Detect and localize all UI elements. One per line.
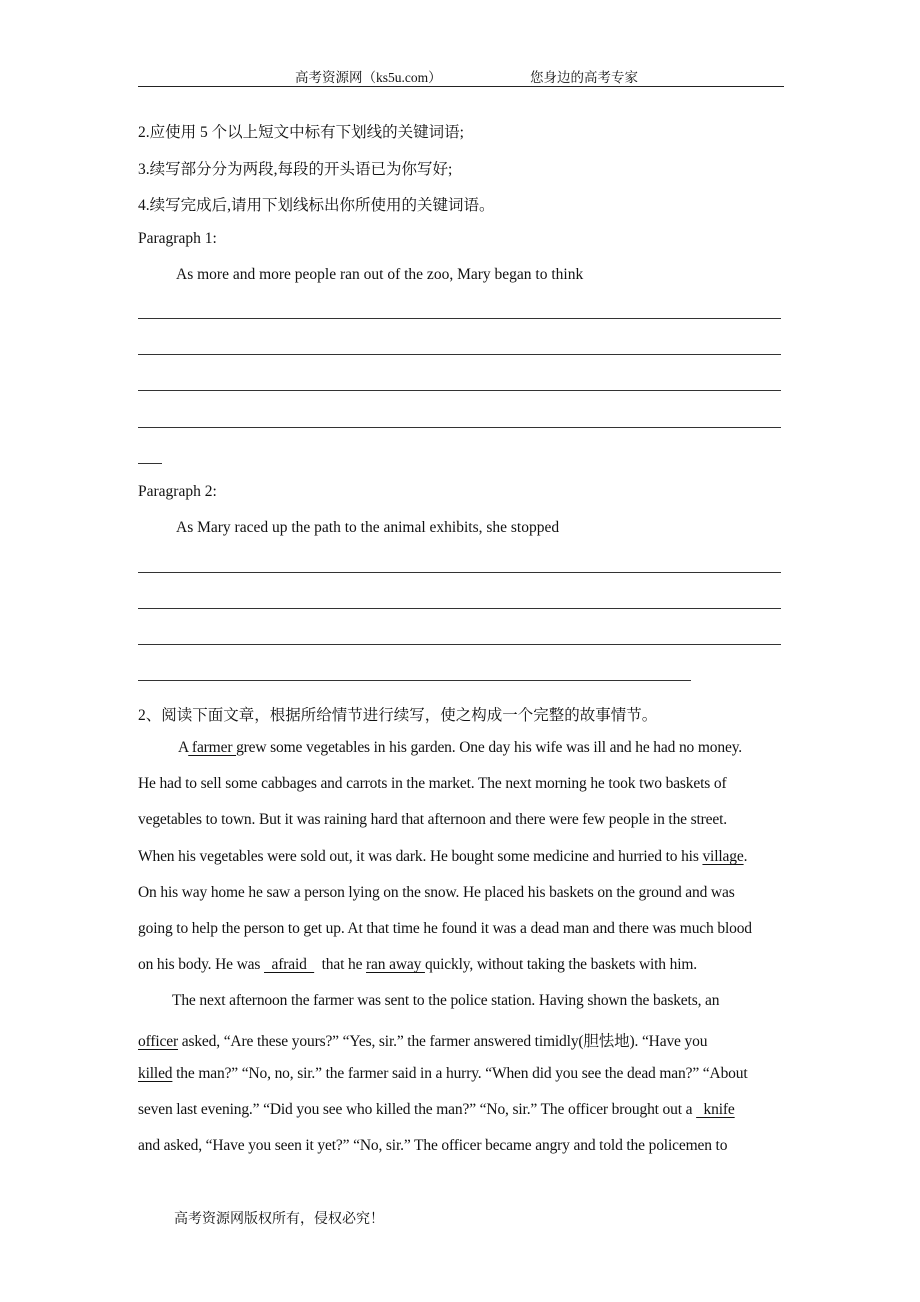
paragraph2-opening: As Mary raced up the path to the animal exhibits, she stopped	[176, 519, 560, 536]
keyword-afraid: afraid	[264, 956, 315, 973]
page-footer: 高考资源网版权所有，侵权必究！	[174, 1212, 384, 1227]
story-line: seven last evening.” “Did you see who killed the man?” “No, sir.” The officer brought out a knife	[138, 1101, 735, 1118]
story-line: The next afternoon the farmer was sent to the police station. Having shown the baskets, an	[172, 992, 720, 1009]
story-line: killed the man?” “No, no, sir.” the farmer said in a hurry. “When did you see the dead man?” “About	[138, 1065, 748, 1082]
answer-line	[138, 572, 781, 573]
answer-line	[138, 354, 781, 355]
answer-line	[138, 608, 781, 609]
answer-line	[138, 427, 781, 428]
story-line: officer asked, “Are these yours?” “Yes, sir.” the farmer answered timidly(胆怯地). “Have you	[138, 1033, 708, 1050]
keyword-farmer: farmer	[188, 739, 237, 756]
answer-line	[138, 680, 691, 681]
story-line: going to help the person to get up. At that time he found it was a dead man and there was much blood	[138, 920, 752, 937]
answer-line	[138, 644, 781, 645]
answer-line	[138, 318, 781, 319]
page-header	[138, 66, 784, 87]
question2-title: 2、阅读下面文章，根据所给情节进行续写，使之构成一个完整的故事情节。	[138, 707, 658, 724]
story-line: When his vegetables were sold out, it was dark. He bought some medicine and hurried to his village.	[138, 848, 748, 865]
story-line: A farmer grew some vegetables in his garden. One day his wife was ill and he had no money.	[178, 739, 743, 756]
header-site-name: 高考资源网（ks5u.com）	[295, 70, 442, 85]
keyword-ran-away: ran away	[366, 956, 425, 973]
keyword-village: village	[702, 848, 744, 865]
story-line: and asked, “Have you seen it yet?” “No, sir.” The officer became angry and told the policemen to	[138, 1137, 728, 1154]
answer-line	[138, 390, 781, 391]
paragraph1-opening: As more and more people ran out of the zoo, Mary began to think	[176, 266, 584, 283]
answer-line	[138, 463, 162, 464]
story-line: He had to sell some cabbages and carrots in the market. The next morning he took two baskets of	[138, 775, 727, 792]
keyword-killed: killed	[138, 1065, 173, 1082]
instruction-4: 4.续写完成后,请用下划线标出你所使用的关键词语。	[138, 197, 495, 214]
keyword-officer: officer	[138, 1033, 178, 1050]
keyword-knife: knife	[696, 1101, 735, 1118]
paragraph2-label: Paragraph 2:	[138, 483, 217, 500]
instruction-3: 3.续写部分分为两段,每段的开头语已为你写好;	[138, 161, 453, 178]
paragraph1-label: Paragraph 1:	[138, 230, 217, 247]
story-line: on his body. He was afraid that he ran away quickly, without taking the baskets with him.	[138, 956, 698, 973]
story-line: On his way home he saw a person lying on the snow. He placed his baskets on the ground and was	[138, 884, 735, 901]
instruction-2: 2.应使用 5 个以上短文中标有下划线的关键词语;	[138, 124, 464, 141]
story-line: vegetables to town. But it was raining hard that afternoon and there were few people in the street.	[138, 811, 728, 828]
header-slogan: 您身边的高考专家	[530, 70, 638, 85]
